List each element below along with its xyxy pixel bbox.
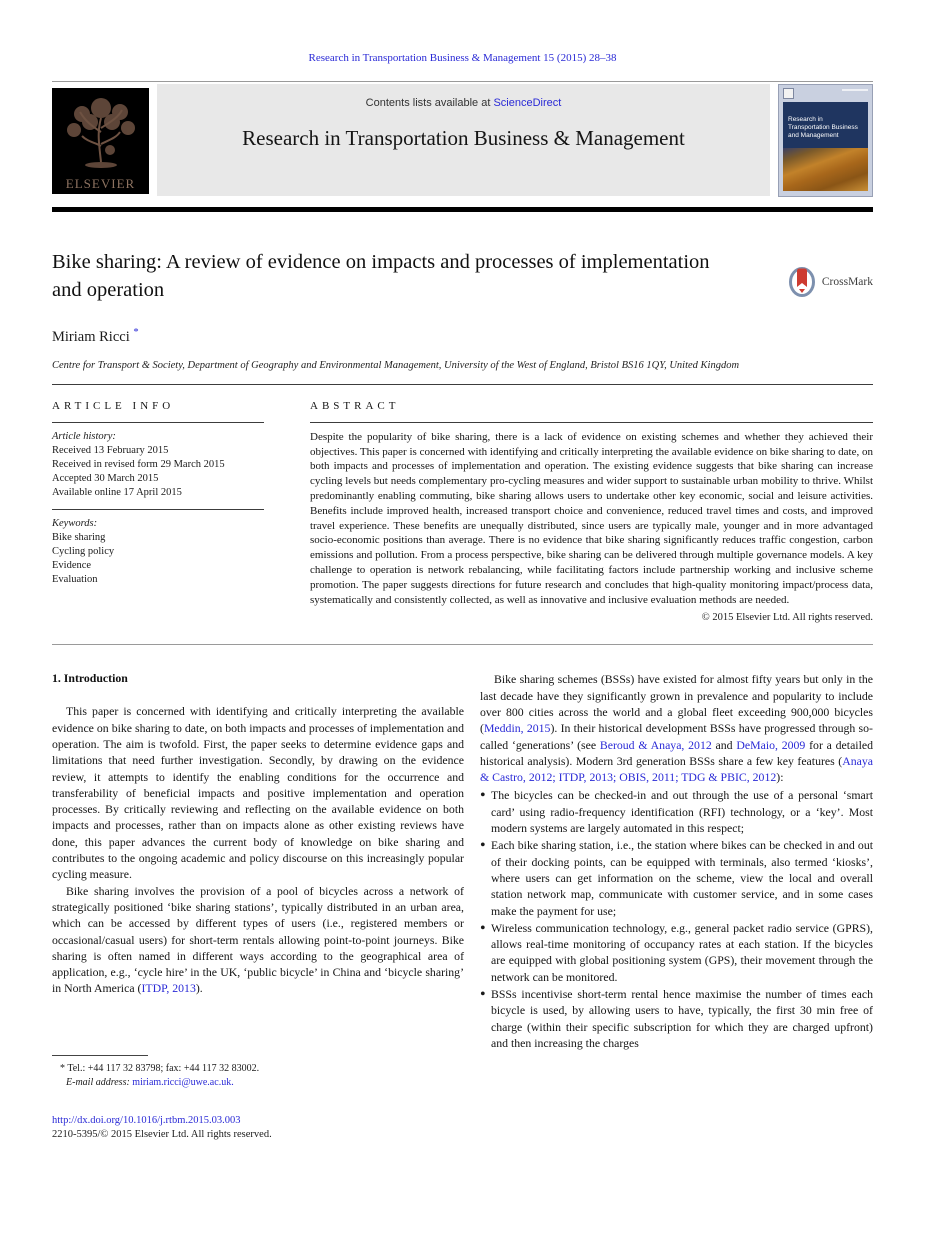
citation-link[interactable]: Meddin, 2015 xyxy=(483,721,551,736)
keyword-item: Evaluation xyxy=(52,573,98,585)
header-top-rule xyxy=(52,81,873,82)
citation-link[interactable]: Anaya & Castro, 2012; ITDP, 2013; OBIS, 2011; TDG & PBIC, 2012 xyxy=(480,753,873,785)
abstract-copyright: © 2015 Elsevier Ltd. All rights reserved. xyxy=(701,612,873,624)
article-info-column xyxy=(52,400,264,624)
keyword-item: Evidence xyxy=(52,559,92,571)
bullet-text: The bicycles can be checked-in and out through the use of a personal ‘smart card’ using radio-frequency identification (RFI) technology, or a ‘key’. Most modern systems are largely automated in this respect; xyxy=(491,788,873,836)
author-name: Miriam Ricci xyxy=(52,328,134,345)
affiliation: Centre for Transport & Society, Department of Geography and Environmental Management, University of the West of England, Bristol BS16 1QY, United Kingdom xyxy=(52,359,740,371)
author-line xyxy=(52,327,873,346)
text-segment: and xyxy=(711,737,737,752)
history-item: Received in revised form 29 March 2015 xyxy=(52,458,225,470)
intro-paragraph-1: This paper is concerned with identifying and critically interpreting the available evidence on bike sharing to date, on both impacts and processes of implementation and operation. The aim is twofold. First, the paper seeks to determine evidence gaps and limitations that need further investigation. Secondly, by drawing on the evidence review, it attempts to identify the enabling conditions for the occurrence and transferability of beneficial impacts and positive implementation and operation processes. By critically reviewing and reflecting on the available evidence on both impacts and processes, rather than on impacts alone as other existing reviews have done, this paper advances the current body of knowledge on bike sharing and contributes to the ongoing academic and policy discourse on this increasingly popular cycling measure. xyxy=(52,704,464,882)
page-footer xyxy=(52,1114,873,1142)
text-segment: Bike sharing schemes (BSSs) have existed for almost fifty years but only in the last decade have they significantly grown in prevalence and popularity to include over 800 cities across the world and a global fleet exceeding 900,000 bicycles ( xyxy=(480,672,873,736)
abstract-text: Despite the popularity of bike sharing, there is a lack of evidence on existing schemes and whether they achieved their objectives. This paper is concerned with identifying and critically interpreting the available evidence on bike sharing to date, on both impacts and processes of implementation and operation. The existing evidence suggests that bike sharing can increase cycling levels but needs complementary pro-cycling measures and wider support to sustainable urban mobility to thrive. Whilst predominantly enabling commuting, bike sharing allows users to undertake other key economic, social and leisure activities. Benefits include improved health, increased transport choice and convenience, reduced travel times and costs, and improved travel experience. These benefits are unequally distributed, since users are typically male, younger and in more advantaged socio-economic positions than average. There is no evidence that bike sharing significantly reduces traffic congestion, carbon emissions and pollution. From a process perspective, bike sharing can be delivered through multiple governance models. A key challenge to operation is network rebalancing, while facilitating factors include partnership working and inclusive scheme promotion. The paper suggests directions for future research and concludes that high-quality monitoring impact/process data, systematically and consistently collected, as well as innovative and inclusive evaluation methods are needed. xyxy=(310,430,873,606)
introduction-heading: 1. Introduction xyxy=(52,671,128,686)
abstract-column xyxy=(310,400,873,624)
history-item: Accepted 30 March 2015 xyxy=(52,472,159,484)
email-link[interactable]: miriam.ricci@uwe.ac.uk. xyxy=(132,1076,234,1088)
keywords-block xyxy=(52,517,264,587)
text-segment: ). xyxy=(195,981,203,996)
bss-feature-list xyxy=(480,787,873,1051)
citation-link[interactable]: Beroud & Anaya, 2012 xyxy=(599,737,712,752)
keywords-label: Keywords: xyxy=(52,517,98,529)
list-item xyxy=(480,920,873,985)
elsevier-label: ELSEVIER xyxy=(65,176,136,191)
bullet-icon xyxy=(480,920,491,985)
abstract-bottom-rule xyxy=(52,644,873,645)
article-info-rule xyxy=(52,422,264,423)
citation-link[interactable]: DeMaio, 2009 xyxy=(736,737,806,752)
header-black-rule xyxy=(52,207,873,212)
crossmark-label: CrossMark xyxy=(821,275,873,288)
info-top-rule xyxy=(52,384,873,385)
text-segment: ). In their historical development BSSs have progressed through so-called ‘generations’ (see xyxy=(480,721,873,752)
footnote-block xyxy=(52,1055,464,1089)
cover-photo xyxy=(783,148,868,191)
abstract-heading: ABSTRACT xyxy=(310,399,400,412)
elsevier-logo[interactable] xyxy=(52,88,149,194)
keyword-item: Cycling policy xyxy=(52,545,115,557)
footnote xyxy=(52,1062,464,1089)
contents-prefix: Contents lists available at xyxy=(365,97,494,109)
list-item xyxy=(480,837,873,918)
body-right-column xyxy=(480,671,873,1089)
bullet-icon xyxy=(480,837,491,918)
journal-header-banner xyxy=(52,84,873,197)
cover-title: Research in Transportation Business and Management xyxy=(783,102,868,148)
bullet-text: BSSs incentivise short-term rental hence maximise the number of times each bicycle is used, by allowing users to have, typically, the first 30 min free of charge (within their specific subscription for which they are charged upfront) and then increasing the charges xyxy=(491,987,873,1050)
journal-title: Research in Transportation Business & Management xyxy=(242,126,685,150)
bullet-icon xyxy=(480,787,491,836)
crossmark-badge[interactable] xyxy=(788,259,873,304)
journal-reference-line[interactable]: Research in Transportation Business & Management 15 (2015) 28–38 xyxy=(308,52,617,64)
article-history xyxy=(52,430,264,500)
text-segment: Bike sharing involves the provision of a pool of bicycles across a network of strategically positioned ‘bike sharing stations’, typically distributed in an urban area, which can be accessed by different types of users (i.e., registered members or occasional/casual users) for short-term rentals allowing point-to-point journeys. Bike sharing is often named in different ways according to the geographical area of application, e.g., ‘cycle hire’ in the UK, ‘public bicycle’ in China and ‘bicycle sharing’ in North America ( xyxy=(52,883,464,996)
body-two-columns xyxy=(52,671,873,1089)
footnote-email-line xyxy=(52,1076,464,1090)
email-label: E-mail address: xyxy=(66,1076,133,1088)
author-asterisk[interactable]: * xyxy=(133,327,139,338)
bullet-text: Wireless communication technology, e.g., general packet radio service (GPRS), allows real-time monitoring of occupancy rates at each station. If the bicycles are equipped with global positioning system (GPS), their movement through the network can be monitored. xyxy=(491,920,873,984)
bullet-icon xyxy=(480,986,491,1051)
body-left-column xyxy=(52,671,464,1089)
text-segment: for a detailed historical analysis). Modern 3rd generation BSSs share a few key features ( xyxy=(480,737,874,768)
bullet-text: Each bike sharing station, i.e., the station where bikes can be checked in and out of their docking points, can be equipped with terminals, also termed ‘kiosks’, where users can get information on the scheme, view the local and overall station network map, communicate with customer service, and in some cases make the payment for use; xyxy=(491,838,873,918)
contents-line xyxy=(157,97,770,109)
journal-cover-thumbnail[interactable] xyxy=(778,84,873,197)
text-segment: ): xyxy=(776,770,784,785)
abstract-rule xyxy=(310,422,873,423)
footnote-rule xyxy=(52,1055,148,1056)
crossmark-icon xyxy=(788,265,818,299)
bss-paragraph xyxy=(480,671,873,785)
list-item xyxy=(480,986,873,1051)
banner-center xyxy=(157,84,770,196)
article-history-label: Article history: xyxy=(52,430,116,442)
intro-paragraph-2 xyxy=(52,883,464,997)
keyword-item: Bike sharing xyxy=(52,531,106,543)
list-item xyxy=(480,787,873,836)
footnote-tel-fax: * Tel.: +44 117 32 83798; fax: +44 117 32 83002. xyxy=(60,1063,260,1075)
elsevier-tree-icon xyxy=(62,92,140,176)
sciencedirect-link[interactable]: ScienceDirect xyxy=(493,97,562,109)
citation-link[interactable]: ITDP, 2013 xyxy=(141,981,196,996)
doi-link[interactable]: http://dx.doi.org/10.1016/j.rtbm.2015.03.003 xyxy=(52,1115,241,1127)
info-abstract-section xyxy=(52,400,873,624)
keywords-rule xyxy=(52,509,264,510)
history-item: Available online 17 April 2015 xyxy=(52,486,182,498)
cover-topline xyxy=(842,89,868,91)
history-item: Received 13 February 2015 xyxy=(52,444,169,456)
cover-publisher-icon xyxy=(783,88,794,99)
article-info-heading: ARTICLE INFO xyxy=(52,399,175,412)
article-title: Bike sharing: A review of evidence on impacts and processes of implementation and operation xyxy=(52,251,710,301)
title-row xyxy=(52,249,873,304)
issn-copyright-line: 2210-5395/© 2015 Elsevier Ltd. All rights reserved. xyxy=(52,1129,272,1141)
